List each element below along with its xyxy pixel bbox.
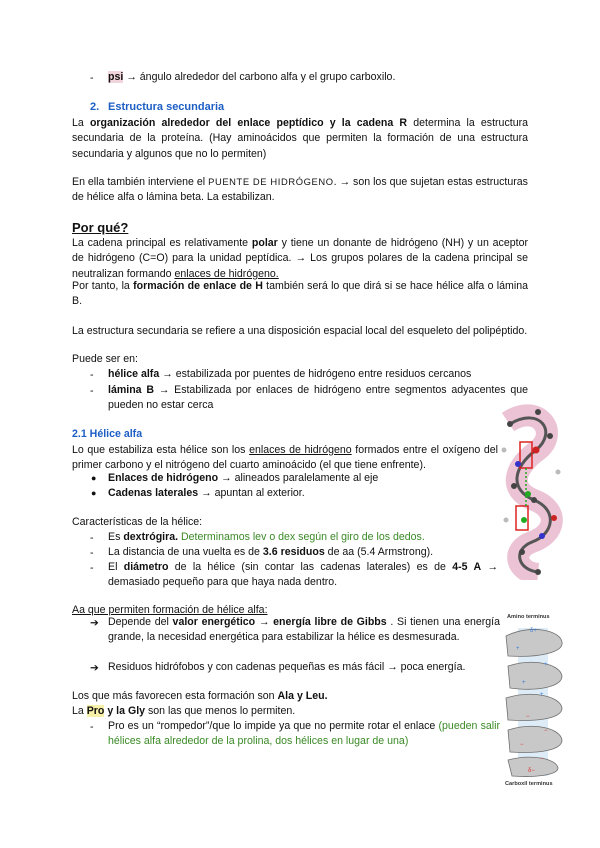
helix-dipole-diagram-image xyxy=(500,622,570,782)
text: La cadena principal es relativamente xyxy=(72,237,252,249)
text: formados entre el oxígeno del primer carbono y el nitrógeno del cuarto aminoácido (el que tiene enfrente). xyxy=(72,444,498,472)
text: En ella también interviene el xyxy=(72,176,209,188)
paragraph-estabiliza xyxy=(72,443,498,474)
dash-marker: - xyxy=(90,532,94,544)
text: son las que menos lo permiten. xyxy=(145,705,296,717)
paragraph-polar xyxy=(72,236,528,282)
underlined-text: enlaces de hidrógeno xyxy=(249,444,352,456)
psi-text: → ángulo alrededor del carbono alfa y el grupo carboxilo. xyxy=(123,71,396,83)
text: Los que más favorecen esta formación son xyxy=(72,690,278,702)
text: → alineados paralelamente al eje xyxy=(218,472,379,484)
text: . Si tienen una energía grande, la necesidad energética para estabilizar la hélice es desmesurada. xyxy=(108,616,500,644)
bullet-marker: ● xyxy=(91,488,97,498)
bold-text: diámetro xyxy=(123,561,169,573)
svg-text:δ−: δ− xyxy=(528,768,535,774)
svg-text:+: + xyxy=(522,680,526,686)
green-note: (pueden salir hélices alfa alrededor de la prolina, dos hélices en lugar de una) xyxy=(108,720,500,748)
svg-text:−: − xyxy=(526,714,530,720)
text: La xyxy=(72,705,87,717)
bold-text: Cadenas laterales xyxy=(108,487,199,499)
paragraph-organizacion xyxy=(72,116,528,162)
bold-text: lámina B xyxy=(108,384,154,396)
svg-text:−: − xyxy=(540,756,544,762)
text: Depende del xyxy=(108,616,173,628)
paragraph-disposicion: La estructura secundaria se refiere a una disposición espacial local del esqueleto del polipéptido. xyxy=(72,325,528,337)
bullet-enlaces xyxy=(108,471,488,486)
caract-dextrogira xyxy=(108,530,488,545)
menos-line xyxy=(72,704,295,719)
bold-text: Enlaces de hidrógeno xyxy=(108,472,219,484)
paragraph-puente-hidrogeno xyxy=(72,174,528,206)
svg-text:δ+: δ+ xyxy=(530,628,537,634)
section-2-heading xyxy=(90,101,224,113)
dash-marker: - xyxy=(90,721,94,733)
paragraph-por-tanto xyxy=(72,279,528,310)
arrow-marker: ➔ xyxy=(90,662,99,674)
arrow-marker: ➔ xyxy=(90,617,99,629)
bold-text: 4-5 A xyxy=(452,561,482,573)
text: determina la estructura secundaria de la proteína. (Hay aminoácidos que permiten la formación de una estructura secundaria y algunos que no lo permiten) xyxy=(72,117,529,160)
svg-text:+: + xyxy=(544,662,548,668)
section-2-number: 2. xyxy=(90,101,100,113)
text: también será lo que dirá si se hace hélice alfa o lámina B. xyxy=(72,280,528,308)
svg-text:+: + xyxy=(540,692,544,698)
smallcaps-text: PUENTE DE HIDRÓGENO xyxy=(208,176,334,187)
highlighted-bold-text: Pro xyxy=(86,705,105,717)
bold-text: energía libre de Gibbs xyxy=(273,616,387,628)
bold-text: valor energético xyxy=(172,616,256,628)
dash-marker: - xyxy=(90,72,94,84)
text: Pro es un “rompedor”/que lo impide ya que no permite rotar el enlace xyxy=(108,720,439,732)
amino-terminus-label: Amino terminus xyxy=(507,614,550,620)
favorecen-line xyxy=(72,689,328,704)
dash-marker: - xyxy=(90,562,94,574)
text: → demasiado pequeño para que haya nada dentro. xyxy=(108,561,498,589)
aa-item-energetico xyxy=(108,615,500,646)
text: de aa (5.4 Armstrong). xyxy=(324,546,434,558)
text: de la hélice (sin contar las cadenas laterales) es de xyxy=(168,561,453,573)
text: Es xyxy=(108,531,124,543)
bold-text: organización alrededor del enlace peptídico y la cadena R xyxy=(89,117,408,129)
dash-marker: - xyxy=(90,547,94,559)
psi-term: psi xyxy=(108,71,124,83)
text: → estabilizada por puentes de hidrógeno entre residuos cercanos xyxy=(159,368,472,380)
type-helice xyxy=(108,367,528,382)
text: → Estabilizada por enlaces de hidrógeno entre segmentos adyacentes que pueden no estar cerca xyxy=(108,384,528,412)
text: El xyxy=(108,561,124,573)
bold-text: 3.6 residuos xyxy=(262,546,325,558)
dash-marker: - xyxy=(90,385,94,397)
bold-text: Ala y Leu. xyxy=(277,690,328,702)
caract-distancia xyxy=(108,545,488,560)
underlined-text: enlaces de hidrógeno. xyxy=(174,267,279,280)
text: La distancia de una vuelta es de xyxy=(108,546,263,558)
carboxyl-terminus-label: Carboxil terminus xyxy=(505,781,553,787)
caracteristicas-title: Características de la hélice: xyxy=(72,516,203,528)
text: y tiene un donante de hidrógeno (NH) y un aceptor de hidrógeno (C=O) para la unidad peptídica. → Los grupos polares de la cadena principal se neutralizan formando xyxy=(72,237,528,280)
bullet-cadenas xyxy=(108,486,488,501)
text: → xyxy=(255,616,274,628)
aa-title: Aa que permiten formación de hélice alfa: xyxy=(72,604,268,616)
svg-text:−: − xyxy=(544,728,548,734)
caract-diametro xyxy=(108,560,498,591)
text: Lo que estabiliza esta hélice son los xyxy=(72,444,250,456)
pro-item xyxy=(108,719,500,750)
bold-text: y la Gly xyxy=(104,705,146,717)
text: → apuntan al exterior. xyxy=(198,487,305,499)
puede-ser-label: Puede ser en: xyxy=(72,353,138,365)
svg-text:+: + xyxy=(516,646,520,652)
svg-text:−: − xyxy=(520,742,524,748)
bullet-marker: ● xyxy=(91,473,97,483)
type-lamina xyxy=(108,383,528,414)
section-2-title: Estructura secundaria xyxy=(108,101,225,113)
alpha-helix-molecular-model-image xyxy=(498,402,566,580)
bold-text: dextrógira. xyxy=(123,531,179,543)
bold-text: formación de enlace de H xyxy=(133,280,263,292)
section-2-1-heading: 2.1 Hélice alfa xyxy=(72,428,143,440)
bold-text: polar xyxy=(251,237,278,249)
text: . → son los que sujetan estas estructuras de hélice alfa o lámina beta. La estabilizan. xyxy=(72,176,528,204)
por-que-heading: Por qué? xyxy=(72,220,129,235)
psi-item xyxy=(108,70,528,85)
bold-text: hélice alfa xyxy=(108,368,160,380)
dash-marker: - xyxy=(90,369,94,381)
green-note: Determinamos lev o dex según el giro de los dedos. xyxy=(178,531,425,543)
text: Por tanto, la xyxy=(72,280,134,292)
aa-item-hidrofobos: Residuos hidrófobos y con cadenas pequeñas es más fácil → poca energía. xyxy=(108,661,466,673)
text: La xyxy=(72,117,90,129)
